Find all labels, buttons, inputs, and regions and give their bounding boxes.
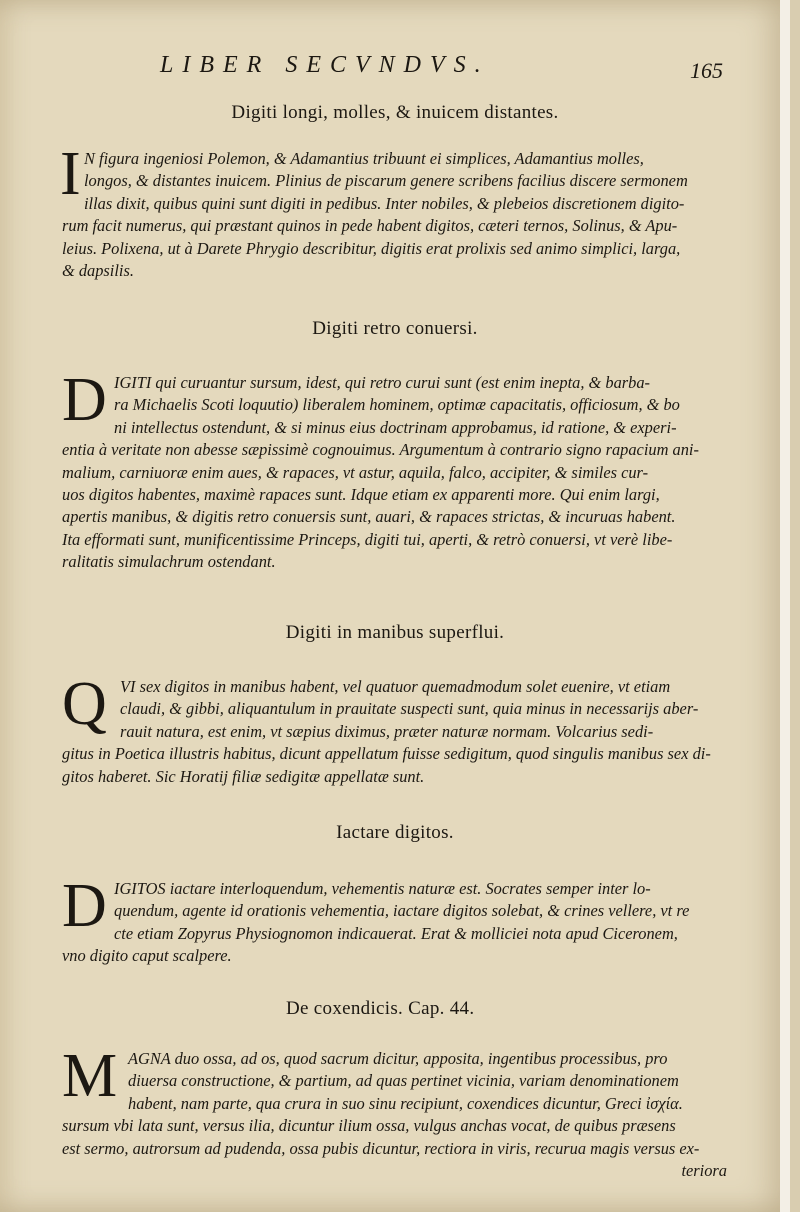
drop-cap-5: M (62, 1042, 118, 1110)
text-line: entia à veritate non abesse sæpissimè cognouimus. Argumentum à contrario signo rapacium ani- (62, 440, 699, 460)
text-line: illas dixit, quibus quini sunt digiti in pedibus. Inter nobiles, & plebeios discretionem digito- (84, 193, 685, 213)
page-edge (780, 0, 790, 1212)
text-line: ni intellectus ostendunt, & si minus eius doctrinam approbamus, id ratione, & experi- (114, 417, 677, 437)
running-head: LIBER SECVNDVS. (160, 52, 490, 78)
text-line: apertis manibus, & digitis retro conuersis sunt, auari, & rapaces strictas, & incuruas habent. (62, 507, 676, 527)
drop-cap-4: D (62, 872, 107, 940)
text-line: uos digitos habentes, maximè rapaces sunt. Idque etiam ex apparenti more. Qui enim largi, (62, 485, 660, 505)
text-line: habent, nam parte, qua crura in suo sinu recipiunt, coxendices dicuntur, Greci ἰσχία. (128, 1093, 683, 1113)
section-body-2 (62, 366, 727, 574)
text-line: IGITI qui curuantur sursum, idest, qui retro curui sunt (est enim inepta, & barba- (114, 373, 651, 392)
drop-cap-2: D (62, 366, 107, 434)
text-line: longos, & distantes inuicem. Plinius de piscarum genere scribens facilius discere sermonem (84, 171, 688, 191)
text-line: quendum, agente id orationis vehementia, iactare digitos solebat, & crines vellere, vt re (114, 901, 690, 921)
text-line: claudi, & gibbi, aliquantulum in prauitate suspecti sunt, quia minus in necessarijs aber- (120, 699, 699, 719)
section-body-4 (62, 872, 727, 968)
text-line: cte etiam Zopyrus Physiognomon indicauerat. Erat & molliciei nota apud Ciceronem, (114, 923, 678, 943)
text-line: Ita efformati sunt, munificentissime Princeps, digiti tui, aperti, & retrò conuersi, vt verè libe- (62, 529, 673, 549)
section-heading-1: Digiti longi, molles, & inuicem distantes. (231, 102, 559, 123)
section-body-1 (60, 140, 727, 282)
text-line: IGITOS iactare interloquendum, vehementis naturæ est. Socrates semper inter lo- (114, 879, 651, 898)
text-line: sursum vbi lata sunt, versus ilia, dicuntur ilium ossa, vulgus anchas vocat, de quibus præsens (62, 1116, 676, 1136)
drop-cap-1: I (60, 140, 81, 208)
text-line: VI sex digitos in manibus habent, vel quatuor quemadmodum solet euenire, vt etiam (120, 677, 671, 696)
text-line: & dapsilis. (62, 261, 134, 281)
text-line: vno digito caput scalpere. (62, 946, 232, 966)
catchword: teriora (681, 1161, 727, 1181)
text-line: AGNA duo ossa, ad os, quod sacrum dicitur, apposita, ingentibus processibus, pro (128, 1049, 668, 1068)
text-line: leius. Polixena, ut à Darete Phrygio describitur, digitis erat prolixis sed animo simplici, larga, (62, 238, 681, 258)
section-heading-2: Digiti retro conuersi. (312, 318, 478, 339)
section-body-3 (62, 670, 727, 788)
text-line: rum facit numerus, qui præstant quinos in pede habent digitos, cæteri ternos, Solinus, & Apu- (62, 216, 678, 236)
text-line: malium, carniuoræ enim aues, & rapaces, vt astur, aquila, falco, accipiter, & similes cur- (62, 462, 649, 482)
page-number: 165 (690, 58, 723, 83)
text-line: est sermo, autrorsum ad pudenda, ossa pubis dicuntur, rectiora in viris, recurua magis versus ex- (62, 1138, 700, 1158)
text-line: ra Michaelis Scoti loquutio) liberalem hominem, optimæ capacitatis, officiosum, & bo (114, 395, 680, 415)
chapter-heading: De coxendicis. Cap. 44. (286, 998, 475, 1019)
section-body-5 (62, 1042, 727, 1182)
drop-cap-3: Q (62, 670, 107, 738)
text-line: gitus in Poetica illustris habitus, dicunt appellatum fuisse sedigitum, quod singulis manibus sex di- (62, 744, 711, 764)
text-line: rauit natura, est enim, vt sæpius diximus, præter naturæ normam. Volcarius sedi- (120, 721, 654, 741)
text-line: N figura ingeniosi Polemon, & Adamantius tribuunt ei simplices, Adamantius molles, (84, 149, 644, 168)
section-heading-3: Digiti in manibus superflui. (285, 622, 505, 643)
text-line: ralitatis simulachrum ostendant. (62, 552, 276, 572)
text-line: gitos haberet. Sic Horatij filiæ sedigitæ appellatæ sunt. (62, 766, 425, 786)
text-line: diuersa constructione, & partium, ad quas pertinet vicinia, variam denominationem (128, 1071, 679, 1091)
section-heading-4: Iactare digitos. (336, 822, 454, 843)
